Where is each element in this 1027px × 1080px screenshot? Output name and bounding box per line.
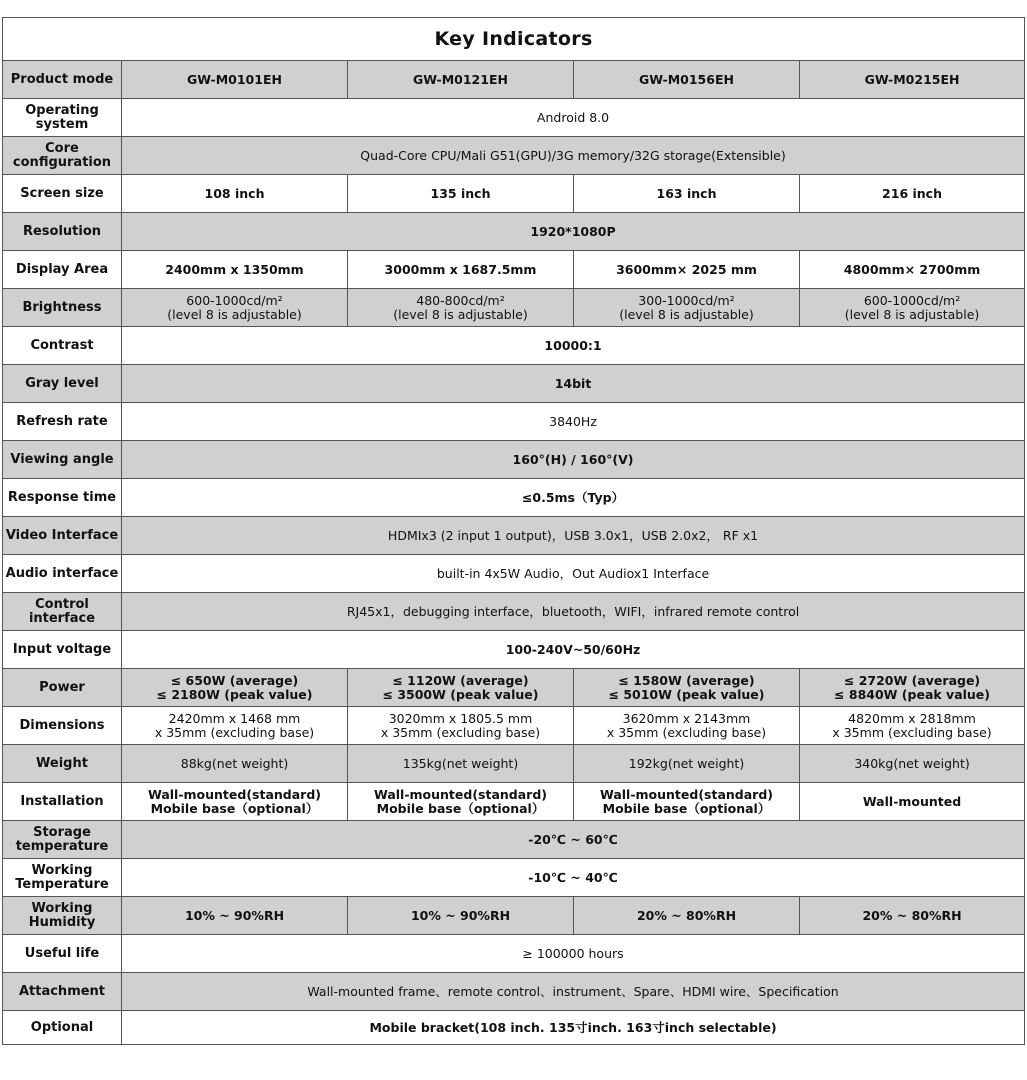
row-value: 20% ~ 80%RH [574,897,800,935]
row-value [122,707,348,745]
value-line: x 35mm (excluding base) [832,724,992,740]
row-value: GW-M0156EH [574,61,800,99]
row-value [348,289,574,327]
row-value [574,289,800,327]
table-row [3,479,1025,517]
value-line: ≤ 8840W (peak value) [834,686,990,702]
row-value: -20℃ ~ 60℃ [122,821,1025,859]
row-value: 340kg(net weight) [800,745,1025,783]
row-label: Installation [3,783,122,821]
value-line: Mobile base（optional） [150,800,319,816]
row-value [574,707,800,745]
row-value: 14bit [122,365,1025,403]
row-value: Android 8.0 [122,99,1025,137]
table-row [3,593,1025,631]
table-row [3,1011,1025,1045]
row-value: 3600mm× 2025 mm [574,251,800,289]
table-row [3,441,1025,479]
row-label: Product mode [3,61,122,99]
value-line: (level 8 is adjustable) [167,306,302,322]
row-label: Video Interface [3,517,122,555]
value-line: (level 8 is adjustable) [844,306,980,322]
value-line: 3020mm x 1805.5 mm [388,710,533,726]
row-label: Display Area [3,251,122,289]
value-line: Wall-mounted(standard) [147,786,322,802]
value-line: ≤ 3500W (peak value) [382,686,539,702]
table-row [3,669,1025,707]
row-label: Screen size [3,175,122,213]
table-row [3,61,1025,99]
row-value: 1920*1080P [122,213,1025,251]
table-row [3,517,1025,555]
table-row [3,973,1025,1011]
row-value: 135kg(net weight) [348,745,574,783]
spec-table-body [3,61,1025,1045]
value-line: (level 8 is adjustable) [393,306,528,322]
row-label: Optional [3,1011,122,1045]
row-value: Wall-mounted [800,783,1025,821]
row-label: Attachment [3,973,122,1011]
table-row [3,631,1025,669]
table-row [3,365,1025,403]
row-value: Quad-Core CPU/Mali G51(GPU)/3G memory/32G storage(Extensible) [122,137,1025,175]
row-value: 3840Hz [122,403,1025,441]
row-value [348,707,574,745]
row-label: Input voltage [3,631,122,669]
row-value: 135 inch [348,175,574,213]
row-value [348,783,574,821]
value-line: Mobile base（optional） [376,800,545,816]
row-label: Core configuration [3,137,122,175]
row-value: 10% ~ 90%RH [122,897,348,935]
row-label: Control interface [3,593,122,631]
value-line: 480-800cd/m² [416,292,505,308]
row-value: built-in 4x5W Audio，Out Audiox1 Interface [122,555,1025,593]
table-row [3,403,1025,441]
value-line: 3620mm x 2143mm [622,710,751,726]
value-line: x 35mm (excluding base) [380,724,541,740]
table-row [3,897,1025,935]
row-label: Working Temperature [3,859,122,897]
table-row [3,859,1025,897]
row-label: Operating system [3,99,122,137]
table-row [3,175,1025,213]
table-row [3,327,1025,365]
row-value: RJ45x1，debugging interface，bluetooth，WIFI，infrared remote control [122,593,1025,631]
row-label: Gray level [3,365,122,403]
row-value [800,289,1025,327]
row-label: Viewing angle [3,441,122,479]
row-value: 88kg(net weight) [122,745,348,783]
row-value: 20% ~ 80%RH [800,897,1025,935]
row-value [122,669,348,707]
row-value [348,669,574,707]
value-line: 600-1000cd/m² [186,292,283,308]
table-row [3,821,1025,859]
row-value: 3000mm x 1687.5mm [348,251,574,289]
value-line: ≤ 2180W (peak value) [156,686,313,702]
row-label: Storage temperature [3,821,122,859]
row-value: 216 inch [800,175,1025,213]
row-value: 10% ~ 90%RH [348,897,574,935]
value-line: ≤ 5010W (peak value) [608,686,765,702]
value-line: 300-1000cd/m² [638,292,735,308]
row-value [574,669,800,707]
row-value: 108 inch [122,175,348,213]
row-label: Audio interface [3,555,122,593]
row-label: Working Humidity [3,897,122,935]
value-line: x 35mm (excluding base) [606,724,767,740]
row-value: 4800mm× 2700mm [800,251,1025,289]
row-label: Refresh rate [3,403,122,441]
row-value: GW-M0215EH [800,61,1025,99]
row-value: Mobile bracket(108 inch. 135寸inch. 163寸inch selectable) [122,1011,1025,1045]
row-value [122,289,348,327]
table-row [3,251,1025,289]
row-value: -10℃ ~ 40℃ [122,859,1025,897]
row-label: Resolution [3,213,122,251]
value-line: ≤ 650W (average) [170,672,299,688]
value-line: x 35mm (excluding base) [154,724,315,740]
value-line: ≤ 2720W (average) [843,672,981,688]
spec-table [2,17,1025,1045]
table-title: Key Indicators [3,18,1025,61]
value-line: 600-1000cd/m² [863,292,961,308]
row-label: Dimensions [3,707,122,745]
table-row [3,137,1025,175]
row-value [800,707,1025,745]
value-line: Mobile base（optional） [602,800,771,816]
row-label: Power [3,669,122,707]
table-row [3,935,1025,973]
row-value: HDMIx3 (2 input 1 output)，USB 3.0x1，USB 2.0x2， RF x1 [122,517,1025,555]
value-line: 2420mm x 1468 mm [168,710,301,726]
row-value: GW-M0101EH [122,61,348,99]
value-line: Wall-mounted(standard) [373,786,548,802]
table-row [3,783,1025,821]
row-label: Brightness [3,289,122,327]
row-label: Weight [3,745,122,783]
row-value: Wall-mounted frame、remote control、instrument、Spare、HDMI wire、Specification [122,973,1025,1011]
row-value [574,783,800,821]
table-row [3,213,1025,251]
table-row [3,745,1025,783]
row-label: Response time [3,479,122,517]
row-value: 10000:1 [122,327,1025,365]
row-value: 2400mm x 1350mm [122,251,348,289]
table-row [3,707,1025,745]
row-value: ≥ 100000 hours [122,935,1025,973]
value-line: ≤ 1580W (average) [618,672,755,688]
row-value [800,669,1025,707]
row-label: Useful life [3,935,122,973]
table-row [3,99,1025,137]
value-line: ≤ 1120W (average) [392,672,529,688]
row-value: 192kg(net weight) [574,745,800,783]
row-value: 163 inch [574,175,800,213]
row-value: 100-240V~50/60Hz [122,631,1025,669]
row-value: ≤0.5ms（Typ） [122,479,1025,517]
table-row [3,289,1025,327]
value-line: 4820mm x 2818mm [848,710,976,726]
table-row [3,555,1025,593]
row-value: 160°(H) / 160°(V) [122,441,1025,479]
value-line: (level 8 is adjustable) [619,306,754,322]
row-label: Contrast [3,327,122,365]
value-line: Wall-mounted(standard) [599,786,774,802]
row-value: GW-M0121EH [348,61,574,99]
row-value [122,783,348,821]
